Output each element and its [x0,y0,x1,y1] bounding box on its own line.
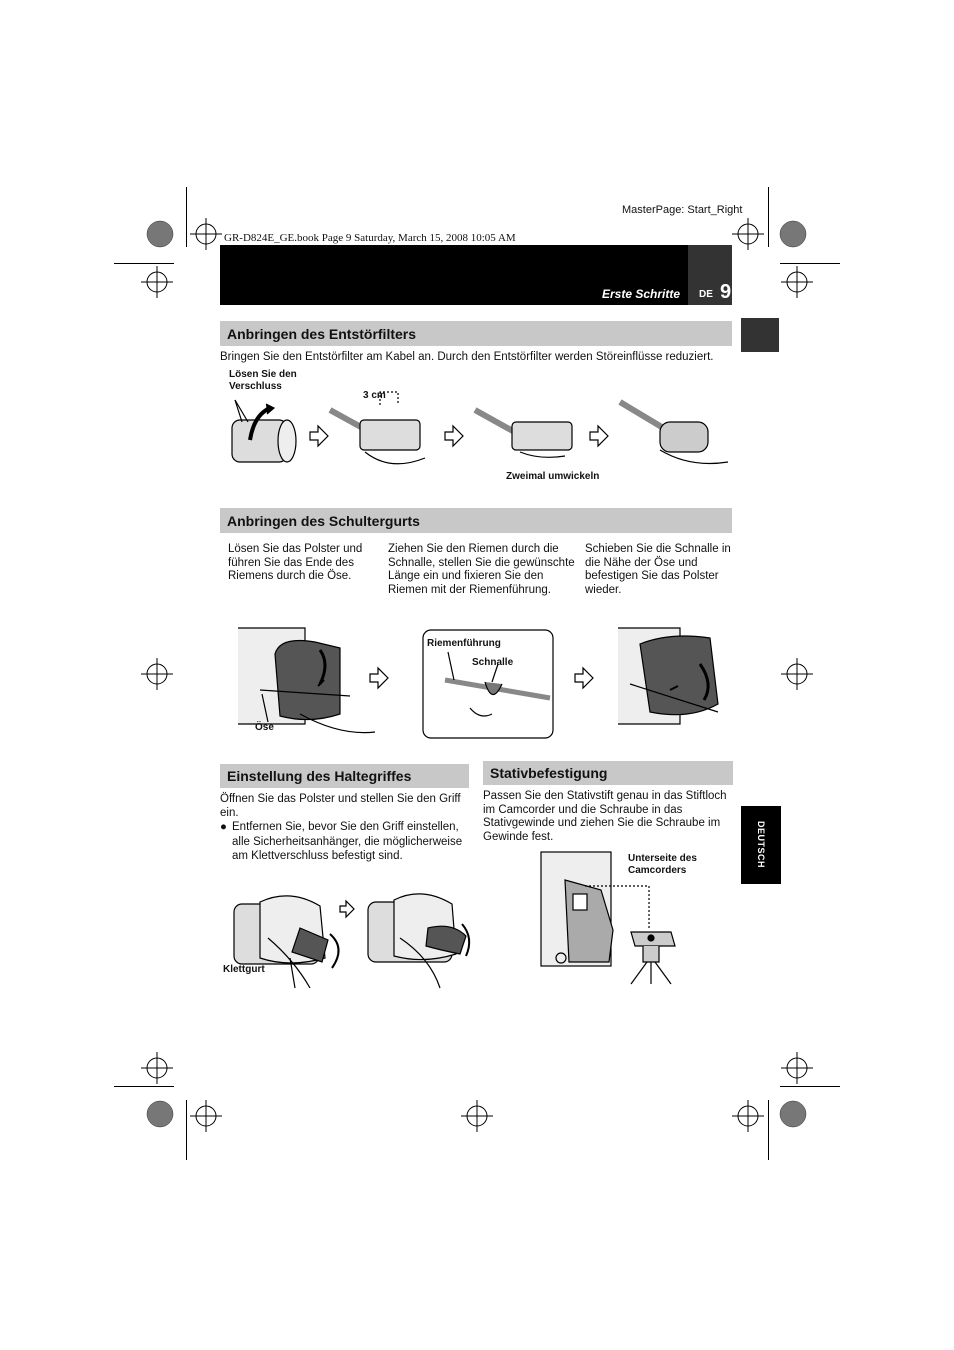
side-tab-label-box [741,806,781,884]
grip-bullet-text: Entfernen Sie, bevor Sie den Griff einstellen, alle Sicherheitsanhänger, die möglicherweise am Klettverschluss befestigt sind. [232,821,463,863]
page-number: 9 [720,281,732,303]
shoulder-step-3: Schieben Sie die Schnalle in die Nähe der Öse und befestigen Sie das Polster wieder. [585,543,731,597]
label-wind-twice: Zweimal umwickeln [506,471,600,482]
tripod-text: Passen Sie den Stativstift genau in das Stiftloch im Camcorder und die Schraube in das Stativgewinde und ziehen Sie die Schraube im Gewinde fest. [483,790,727,844]
filter-illustration [220,360,735,472]
section-name: Erste Schritte [601,287,680,301]
label-release: Lösen Sie den Verschluss [229,369,297,392]
label-strap-guide: Riemenführung [427,638,501,649]
language-code: DE [699,289,713,300]
shoulder-step-1: Lösen Sie das Polster und führen Sie das Ende des Riemens durch die Öse. [228,543,363,583]
side-tab-label: DEUTSCH [756,821,766,869]
filter-intro: Bringen Sie den Entstörfilter am Kabel an. Durch den Entstörfilter werden Störeinflüsse reduziert. [220,351,714,363]
label-buckle: Schnalle [472,657,514,668]
section-title-tripod: Stativbefestigung [483,761,733,785]
label-velcro: Klettgurt [223,964,265,975]
side-tab-marker [741,318,779,352]
label-eyelet: Öse [255,722,274,733]
section-title-grip: Einstellung des Haltegriffes [220,764,469,788]
section-title-filter: Anbringen des Entstörfilters [220,321,732,346]
grip-intro: Öffnen Sie das Polster und stellen Sie den Griff ein. [220,793,461,819]
label-3cm: 3 cm [363,390,386,401]
grip-illustration [230,888,475,993]
shoulder-step-2: Ziehen Sie den Riemen durch die Schnalle, stellen Sie die gewünschte Länge ein und fixieren Sie den Riemen mit der Riemenführung. [388,543,575,597]
master-page-label: MasterPage: Start_Right [622,204,743,216]
section-title-shoulder: Anbringen des Schultergurts [220,508,732,533]
grip-bullet [220,820,470,864]
book-info: GR-D824E_GE.book Page 9 Saturday, March 15, 2008 10:05 AM [224,232,516,244]
label-camcorder-bottom: Unterseite des Camcorders [628,853,697,876]
bullet-dot: ● [220,821,227,833]
